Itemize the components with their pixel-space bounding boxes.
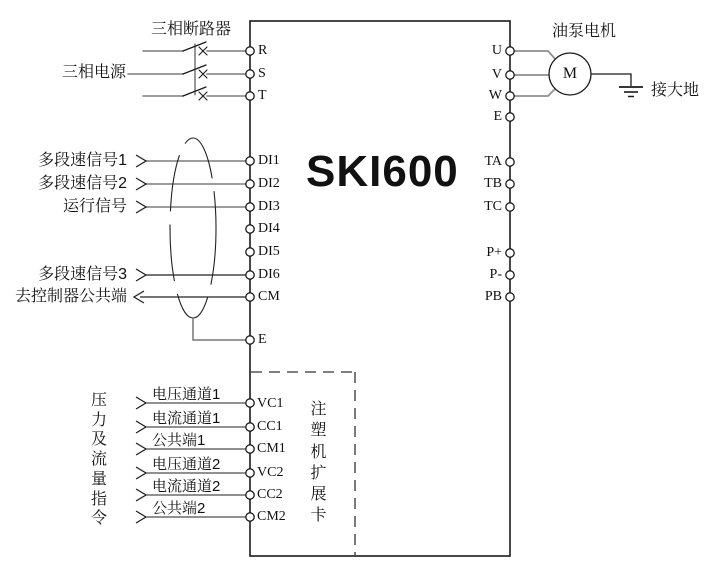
- chevron-right-arrow: [136, 155, 146, 281]
- terminal-DI1: DI1: [258, 153, 280, 168]
- breaker-label: 三相断路器: [151, 21, 232, 38]
- terminal-CM2: CM2: [257, 509, 286, 524]
- terminal-DI4: DI4: [258, 221, 280, 236]
- terminal-P-minus: P-: [489, 267, 502, 282]
- signal-label-multispeed3: 多段速信号3: [38, 266, 127, 283]
- terminal-E-left: E: [258, 332, 267, 347]
- motor-m-symbol: M: [562, 65, 578, 82]
- terminal-CC2: CC2: [257, 487, 283, 502]
- terminal-DI3: DI3: [258, 199, 280, 214]
- terminal-VC1: VC1: [257, 396, 284, 411]
- digital-input-wires: [134, 155, 246, 303]
- channel-label-current1: 电流通道1: [152, 410, 221, 427]
- terminal-TB: TB: [484, 176, 502, 191]
- breaker-symbol: [128, 42, 246, 100]
- expansion-card-label: 注塑机扩展卡: [310, 401, 327, 525]
- terminal-V: V: [491, 67, 502, 82]
- signal-label-controller-common: 去控制器公共端: [14, 288, 127, 305]
- terminal-DI6: DI6: [258, 267, 280, 282]
- terminal-PB: PB: [484, 289, 502, 304]
- earth-ground-icon: [619, 87, 643, 97]
- terminal-TA: TA: [484, 154, 502, 169]
- terminal-CM: CM: [258, 289, 280, 304]
- product-title: SKI600: [306, 147, 459, 196]
- signal-label-multispeed2: 多段速信号2: [38, 175, 127, 192]
- ground-label: 接大地: [651, 82, 700, 99]
- chevron-right-arrow: [136, 397, 146, 523]
- signal-label-multispeed1: 多段速信号1: [38, 152, 127, 169]
- channel-label-current2: 电流通道2: [152, 478, 221, 495]
- channel-label-common1: 公共端1: [152, 432, 206, 449]
- terminal-R: R: [258, 43, 268, 58]
- terminal-T: T: [258, 88, 267, 103]
- terminal-VC2: VC2: [257, 465, 284, 480]
- pressure-flow-group-label: 压力及流量指令: [90, 392, 107, 528]
- terminal-P-plus: P+: [486, 245, 502, 260]
- x-contact-icon: [199, 47, 207, 100]
- cable-shield-ellipse: [170, 138, 246, 340]
- terminal-S: S: [258, 66, 266, 81]
- terminal-E-right: E: [493, 109, 502, 124]
- power-source-label: 三相电源: [62, 64, 127, 81]
- terminal-W: W: [488, 88, 502, 103]
- motor-name-label: 油泵电机: [552, 23, 617, 40]
- terminal-DI5: DI5: [258, 244, 280, 259]
- channel-label-voltage1: 电压通道1: [152, 386, 221, 403]
- terminal-CM1: CM1: [257, 441, 286, 456]
- terminal-CC1: CC1: [257, 419, 283, 434]
- channel-label-common2: 公共端2: [152, 500, 206, 517]
- channel-label-voltage2: 电压通道2: [152, 456, 221, 473]
- signal-label-run: 运行信号: [62, 198, 127, 215]
- terminal-DI2: DI2: [258, 176, 280, 191]
- terminal-U: U: [491, 43, 502, 58]
- terminal-TC: TC: [484, 199, 502, 214]
